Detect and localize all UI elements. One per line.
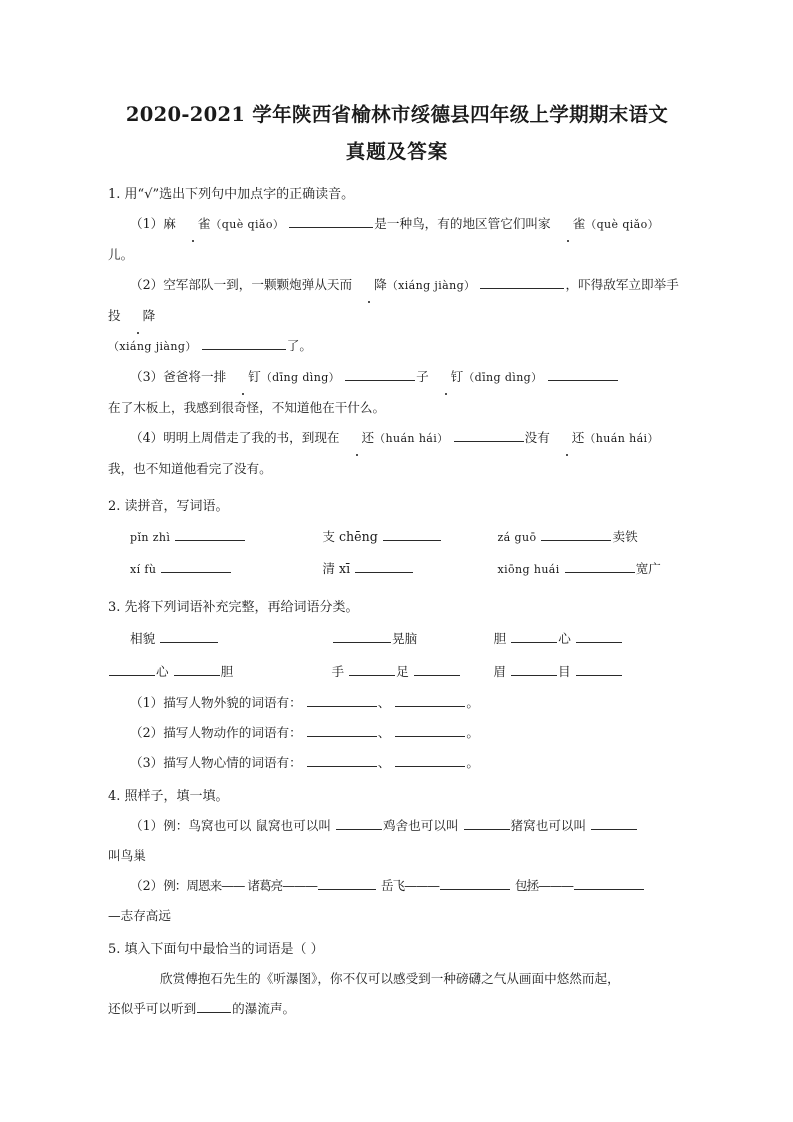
question-1-item-1 — [108, 209, 686, 240]
answer-blank[interactable] — [174, 663, 220, 676]
answer-blank[interactable] — [355, 560, 413, 573]
word-cell — [494, 622, 686, 655]
word-cell — [130, 622, 332, 655]
question-1-item-3-cont — [108, 393, 686, 423]
item-text-d: 叫鸟巢 — [108, 848, 146, 863]
item-label: （2） — [130, 277, 164, 292]
dotted-char-a: 降 — [352, 270, 387, 300]
question-4-head — [108, 782, 686, 811]
separator: 、 — [377, 695, 391, 710]
answer-blank[interactable] — [414, 663, 460, 676]
question-2-number: 2. — [108, 499, 121, 514]
title-line-1: 2020-2021 学年陕西省榆林市绥德县四年级上学期期末语文 — [125, 103, 669, 126]
dotted-char-b: 还 — [550, 423, 585, 453]
word-part-c: 胆 — [220, 664, 234, 679]
word-part-a: 胆 — [493, 631, 507, 646]
answer-blank[interactable] — [307, 694, 377, 707]
question-5-head — [108, 935, 686, 964]
answer-blank[interactable] — [345, 368, 415, 381]
word-part-b: 晃脑 — [392, 631, 418, 646]
question-1-number: 1. — [108, 187, 121, 202]
answer-blank[interactable] — [511, 630, 557, 643]
title-line-2: 真题及答案 — [345, 140, 449, 163]
question-1-item-4 — [108, 423, 686, 454]
question-5-body-line-1 — [108, 964, 686, 994]
cell-suffix: 卖铁 — [612, 529, 638, 544]
answer-blank[interactable] — [318, 877, 376, 890]
answer-blank[interactable] — [395, 724, 465, 737]
pinyin-cell — [322, 521, 497, 553]
dotted-char-b: 雀 — [551, 209, 586, 239]
item-text-a: 麻 — [163, 216, 176, 231]
separator: 、 — [377, 755, 391, 770]
question-3-classify-2 — [108, 718, 686, 748]
question-5-body-line-2 — [108, 994, 686, 1024]
page-title — [108, 96, 686, 170]
item-text-a: 明明上周借走了我的书，到现在 — [163, 430, 340, 445]
word-part-b: 目 — [557, 664, 571, 679]
item-text-d: —志存高远 — [108, 908, 171, 923]
pinyin-text: pǐn zhì — [130, 531, 171, 544]
question-4-number: 4. — [108, 789, 121, 804]
question-2 — [108, 492, 686, 585]
question-1-item-2 — [108, 270, 686, 331]
pinyin-text: zá guō — [497, 531, 537, 544]
pinyin-row — [108, 553, 686, 585]
question-4 — [108, 782, 686, 931]
answer-blank[interactable] — [440, 877, 510, 890]
item-label: （4） — [130, 430, 164, 445]
answer-blank[interactable] — [511, 663, 557, 676]
item-text: 描写人物心情的词语有： — [163, 755, 302, 770]
word-cell — [332, 655, 494, 688]
word-row — [108, 655, 686, 688]
document-content — [108, 96, 686, 1024]
pinyin-text: xí fù — [130, 563, 157, 576]
item-text-b: 子 — [416, 369, 429, 384]
item-text-a: 例：周恩来—— 诸葛亮——— — [163, 878, 317, 893]
pinyin-a: （huán hái） — [374, 432, 449, 445]
question-4-item-1 — [108, 811, 686, 841]
pinyin-cell — [497, 553, 686, 585]
answer-blank[interactable] — [333, 630, 391, 643]
question-4-item-2 — [108, 871, 686, 901]
pinyin-cell — [497, 521, 686, 553]
cell-suffix: 宽广 — [635, 561, 661, 576]
answer-blank[interactable] — [576, 663, 622, 676]
word-part-a: 手 — [331, 664, 345, 679]
word-row — [108, 622, 686, 655]
answer-blank[interactable] — [541, 528, 611, 541]
item-text-b: 是一种鸟，有的地区管它们叫家 — [374, 216, 551, 231]
answer-blank[interactable] — [175, 528, 245, 541]
item-text-a: 例：鸟窝也可以 鼠窝也可以叫 — [163, 818, 331, 833]
word-part-a: 相貌 — [130, 631, 156, 646]
question-1-item-2-cont — [108, 331, 686, 362]
item-text-b: 没有 — [524, 430, 550, 445]
pinyin-cell — [130, 521, 322, 553]
word-cell — [108, 655, 332, 688]
answer-blank[interactable] — [202, 337, 286, 350]
word-cell — [332, 622, 494, 655]
dotted-char-a: 钉 — [226, 362, 261, 392]
separator: 、 — [377, 725, 391, 740]
answer-blank[interactable] — [289, 215, 373, 228]
answer-blank[interactable] — [109, 663, 155, 676]
question-3-classify-3 — [108, 748, 686, 778]
item-label: （1） — [130, 216, 164, 231]
question-3-classify-1 — [108, 688, 686, 718]
question-3-head — [108, 593, 686, 622]
answer-blank[interactable] — [307, 724, 377, 737]
dotted-char-b: 钉 — [429, 362, 464, 392]
word-part-b: 心 — [156, 664, 169, 679]
item-label: （1） — [130, 695, 164, 710]
question-2-prompt: 读拼音，写词语。 — [124, 499, 229, 514]
item-label: （1） — [130, 818, 164, 833]
word-part-b: 足 — [396, 664, 409, 679]
question-4-item-1-cont — [108, 841, 686, 871]
pinyin-a: （què qiǎo） — [210, 218, 285, 231]
body-text: 欣赏傅抱石先生的《听瀑图》，你不仅可以感受到一种磅礴之气从画面中悠然而起， — [160, 971, 620, 986]
question-1 — [108, 180, 686, 484]
pinyin-cell — [322, 553, 497, 585]
item-text-b: 岳飞——— — [380, 878, 439, 893]
pinyin-text: 支 chēng — [322, 529, 378, 544]
pinyin-b: （huán hái） — [584, 432, 659, 445]
item-text-b: ，吓得敌军立即举手投 — [108, 277, 679, 323]
item-text-c: 在了木板上，我感到很奇怪，不知道他在干什么。 — [108, 400, 386, 415]
question-4-prompt: 照样子，填一填。 — [124, 789, 229, 804]
answer-blank[interactable] — [576, 630, 622, 643]
answer-blank[interactable] — [161, 560, 231, 573]
answer-blank[interactable] — [336, 817, 382, 830]
dotted-char-a: 雀 — [176, 209, 211, 239]
item-label: （3） — [130, 755, 164, 770]
word-cell — [493, 655, 686, 688]
question-1-item-3 — [108, 362, 686, 393]
answer-blank[interactable] — [565, 560, 635, 573]
terminator: 。 — [466, 755, 479, 770]
answer-blank[interactable] — [480, 276, 564, 289]
answer-blank[interactable] — [574, 877, 644, 890]
question-1-prompt: 用“√”选出下列句中加点字的正确读音。 — [124, 187, 355, 202]
answer-blank[interactable] — [548, 368, 618, 381]
question-1-item-1-cont — [108, 240, 686, 270]
question-5-prompt: 填入下面句中最恰当的词语是（ ） — [124, 942, 324, 957]
item-text-c: 猪窝也可以叫 — [510, 818, 587, 833]
pinyin-cell — [130, 553, 322, 585]
answer-blank[interactable] — [454, 429, 524, 442]
answer-blank[interactable] — [197, 1000, 231, 1013]
pinyin-text: xiōng huái — [497, 563, 560, 576]
word-part-b: 心 — [558, 631, 571, 646]
question-1-head — [108, 180, 686, 209]
question-2-head — [108, 492, 686, 521]
body-text-b: 的瀑流声。 — [232, 1001, 296, 1016]
terminator: 。 — [466, 725, 479, 740]
item-text-c: 了。 — [286, 338, 312, 353]
pinyin-b: （xiáng jiàng） — [108, 340, 197, 353]
answer-blank[interactable] — [395, 694, 465, 707]
question-4-item-2-cont — [108, 901, 686, 931]
terminator: 。 — [466, 695, 479, 710]
item-text-c: 儿。 — [108, 247, 134, 262]
word-part-a: 眉 — [493, 664, 506, 679]
answer-blank[interactable] — [464, 817, 510, 830]
item-text: 描写人物动作的词语有： — [163, 725, 302, 740]
question-5-number: 5. — [108, 942, 121, 957]
question-1-item-4-cont — [108, 454, 686, 484]
dotted-char-a: 还 — [340, 423, 375, 453]
item-text-a: 空军部队一到，一颗颗炮弹从天而 — [163, 277, 353, 292]
answer-blank[interactable] — [307, 754, 377, 767]
answer-blank[interactable] — [349, 663, 395, 676]
answer-blank[interactable] — [160, 630, 218, 643]
pinyin-b: （què qiǎo） — [585, 218, 660, 231]
dotted-char-b: 降 — [121, 301, 156, 331]
question-3-number: 3. — [108, 600, 121, 615]
item-text-c: 我，也不知道他看完了没有。 — [108, 461, 272, 476]
pinyin-row — [108, 521, 686, 553]
item-text: 描写人物外貌的词语有： — [163, 695, 302, 710]
pinyin-b: （dīng dìng） — [463, 371, 543, 384]
item-text-c: 包拯——— — [514, 878, 573, 893]
question-3-prompt: 先将下列词语补充完整，再给词语分类。 — [124, 600, 359, 615]
question-3 — [108, 593, 686, 778]
pinyin-text: 清 xī — [322, 561, 351, 576]
answer-blank[interactable] — [591, 817, 637, 830]
item-text-b: 鸡舍也可以叫 — [382, 818, 459, 833]
pinyin-a: （xiáng jiàng） — [386, 279, 476, 292]
answer-blank[interactable] — [395, 754, 465, 767]
item-text-a: 爸爸将一排 — [163, 369, 227, 384]
body-text-a: 还似乎可以听到 — [108, 1001, 197, 1016]
answer-blank[interactable] — [383, 528, 441, 541]
question-5 — [108, 935, 686, 1024]
item-label: （2） — [130, 878, 164, 893]
item-label: （3） — [130, 369, 164, 384]
item-label: （2） — [130, 725, 164, 740]
pinyin-a: （dīng dìng） — [260, 371, 341, 384]
